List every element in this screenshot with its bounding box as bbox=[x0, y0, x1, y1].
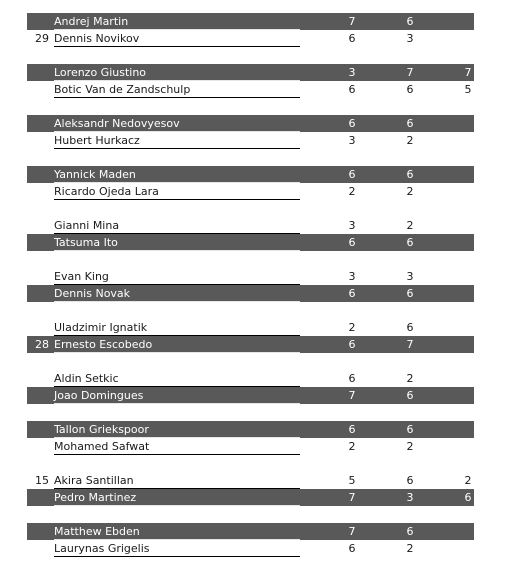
player-name: Aldin Setkic bbox=[54, 372, 119, 385]
player-row bbox=[27, 64, 474, 81]
set-score: 5 bbox=[348, 474, 356, 487]
set-score: 5 bbox=[464, 83, 472, 96]
set-score: 6 bbox=[406, 236, 414, 249]
name-underline bbox=[54, 46, 300, 47]
set-score: 6 bbox=[406, 474, 414, 487]
name-underline bbox=[54, 199, 300, 200]
player-row bbox=[27, 523, 474, 540]
player-row bbox=[27, 268, 474, 285]
player-name: Dennis Novak bbox=[54, 287, 131, 300]
set-score: 2 bbox=[348, 185, 356, 198]
player-row bbox=[27, 30, 474, 47]
set-score: 3 bbox=[348, 270, 356, 283]
set-score: 6 bbox=[406, 168, 414, 181]
player-row bbox=[27, 13, 474, 30]
player-name: Lorenzo Giustino bbox=[54, 66, 147, 79]
player-name: Tallon Griekspoor bbox=[54, 423, 149, 436]
set-score: 3 bbox=[348, 66, 356, 79]
set-score: 6 bbox=[348, 168, 356, 181]
player-row bbox=[27, 166, 474, 183]
set-score: 3 bbox=[406, 32, 414, 45]
name-underline bbox=[54, 505, 300, 506]
set-score: 2 bbox=[406, 372, 414, 385]
player-row bbox=[27, 387, 474, 404]
player-row bbox=[27, 336, 474, 353]
set-score: 2 bbox=[348, 321, 356, 334]
player-row bbox=[27, 115, 474, 132]
set-score: 6 bbox=[406, 83, 414, 96]
player-row bbox=[27, 319, 474, 336]
player-row bbox=[27, 370, 474, 387]
set-score: 6 bbox=[348, 372, 356, 385]
set-score: 7 bbox=[348, 491, 356, 504]
set-score: 6 bbox=[406, 15, 414, 28]
player-row bbox=[27, 183, 474, 200]
player-name: Aleksandr Nedovyesov bbox=[54, 117, 180, 130]
player-row bbox=[27, 421, 474, 438]
set-score: 2 bbox=[464, 474, 472, 487]
set-score: 7 bbox=[348, 525, 356, 538]
set-score: 6 bbox=[348, 338, 356, 351]
set-score: 2 bbox=[406, 134, 414, 147]
set-score: 7 bbox=[348, 389, 356, 402]
player-row bbox=[27, 234, 474, 251]
set-score: 2 bbox=[406, 219, 414, 232]
set-score: 6 bbox=[406, 525, 414, 538]
set-score: 7 bbox=[464, 66, 472, 79]
set-score: 3 bbox=[348, 219, 356, 232]
set-score: 6 bbox=[406, 117, 414, 130]
player-name: Joao Domingues bbox=[54, 389, 144, 402]
name-underline bbox=[54, 556, 300, 557]
player-row bbox=[27, 489, 474, 506]
player-name: Akira Santillan bbox=[54, 474, 134, 487]
player-row bbox=[27, 81, 474, 98]
set-score: 6 bbox=[406, 423, 414, 436]
set-score: 2 bbox=[406, 185, 414, 198]
player-name: Matthew Ebden bbox=[54, 525, 140, 538]
player-name: Evan King bbox=[54, 270, 109, 283]
set-score: 6 bbox=[348, 542, 356, 555]
set-score: 6 bbox=[406, 287, 414, 300]
set-score: 3 bbox=[348, 134, 356, 147]
name-underline bbox=[54, 454, 300, 455]
player-name: Hubert Hurkacz bbox=[54, 134, 140, 147]
name-underline bbox=[54, 97, 300, 98]
player-row bbox=[27, 472, 474, 489]
set-score: 2 bbox=[348, 440, 356, 453]
player-name: Uladzimir Ignatik bbox=[54, 321, 148, 334]
seed-number: 28 bbox=[35, 338, 49, 351]
player-row bbox=[27, 132, 474, 149]
set-score: 6 bbox=[406, 321, 414, 334]
set-score: 3 bbox=[406, 270, 414, 283]
player-name: Tatsuma Ito bbox=[54, 236, 118, 249]
name-underline bbox=[54, 301, 300, 302]
name-underline bbox=[54, 250, 300, 251]
set-score: 6 bbox=[464, 491, 472, 504]
player-name: Botic Van de Zandschulp bbox=[54, 83, 191, 96]
player-row bbox=[27, 540, 474, 557]
set-score: 7 bbox=[406, 66, 414, 79]
player-name: Yannick Maden bbox=[54, 168, 136, 181]
player-name: Gianni Mina bbox=[54, 219, 120, 232]
seed-number: 15 bbox=[35, 474, 49, 487]
player-row bbox=[27, 285, 474, 302]
name-underline bbox=[54, 352, 300, 353]
set-score: 6 bbox=[348, 32, 356, 45]
player-row bbox=[27, 438, 474, 455]
player-name: Laurynas Grigelis bbox=[54, 542, 150, 555]
player-name: Mohamed Safwat bbox=[54, 440, 150, 453]
set-score: 6 bbox=[348, 83, 356, 96]
player-name: Ernesto Escobedo bbox=[54, 338, 153, 351]
player-name: Ricardo Ojeda Lara bbox=[54, 185, 159, 198]
set-score: 6 bbox=[348, 236, 356, 249]
player-name: Dennis Novikov bbox=[54, 32, 140, 45]
set-score: 6 bbox=[348, 117, 356, 130]
set-score: 7 bbox=[348, 15, 356, 28]
name-underline bbox=[54, 148, 300, 149]
player-name: Andrej Martin bbox=[54, 15, 129, 28]
set-score: 7 bbox=[406, 338, 414, 351]
seed-number: 29 bbox=[35, 32, 49, 45]
set-score: 2 bbox=[406, 542, 414, 555]
set-score: 3 bbox=[406, 491, 414, 504]
set-score: 6 bbox=[348, 287, 356, 300]
set-score: 6 bbox=[348, 423, 356, 436]
set-score: 2 bbox=[406, 440, 414, 453]
player-row bbox=[27, 217, 474, 234]
name-underline bbox=[54, 403, 300, 404]
set-score: 6 bbox=[406, 389, 414, 402]
player-name: Pedro Martinez bbox=[54, 491, 137, 504]
